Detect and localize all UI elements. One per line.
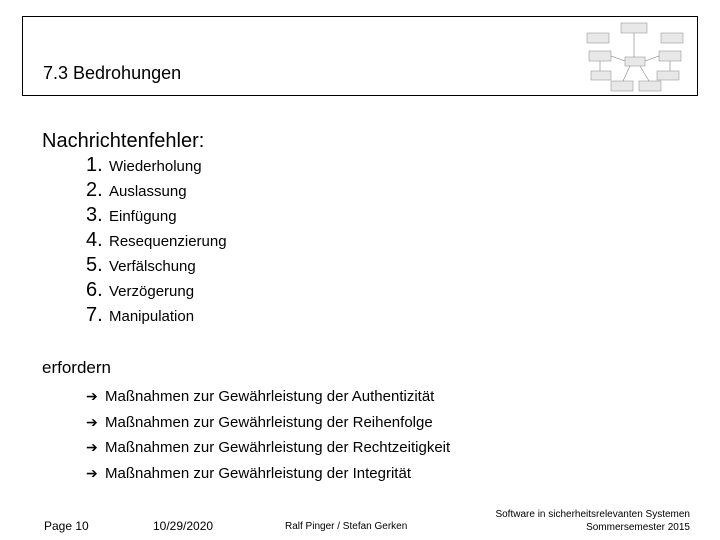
list-item: 4. Resequenzierung xyxy=(86,229,227,251)
slide-title: 7.3 Bedrohungen xyxy=(43,63,182,83)
message-error-list xyxy=(86,154,227,329)
list-item: 7. Manipulation xyxy=(86,304,195,326)
measures-list xyxy=(86,384,450,486)
arrow-icon: ➔ xyxy=(86,388,98,405)
arrow-icon: ➔ xyxy=(86,464,98,481)
requires-label: erfordern xyxy=(42,358,111,377)
arrow-icon: ➔ xyxy=(86,439,98,456)
footer-course-title: Software in sicherheitsrelevanten Systemen xyxy=(495,509,690,520)
footer-course xyxy=(495,508,690,534)
header-box xyxy=(22,16,698,96)
list-item: 6. Verzögerung xyxy=(86,279,195,301)
footer-semester: Sommersemester 2015 xyxy=(586,522,690,533)
list-item: 3. Einfügung xyxy=(86,204,177,226)
arrow-icon: ➔ xyxy=(86,413,98,430)
footer-authors: Ralf Pinger / Stefan Gerken xyxy=(285,521,408,532)
message-errors-heading: Nachrichtenfehler: xyxy=(42,130,205,152)
list-item: 1. Wiederholung xyxy=(86,154,202,176)
measure-item: ➔ Maßnahmen zur Gewährleistung der Integrität xyxy=(86,464,411,482)
model-diagram-thumbnail xyxy=(585,21,693,93)
list-item: 2. Auslassung xyxy=(86,179,187,201)
measure-item: ➔ Maßnahmen zur Gewährleistung der Authentizität xyxy=(86,388,435,406)
footer-page-number: Page 10 xyxy=(44,519,89,533)
list-item: 5. Verfälschung xyxy=(86,254,196,276)
measure-item: ➔ Maßnahmen zur Gewährleistung der Rechtzeitigkeit xyxy=(86,439,451,457)
footer-date: 10/29/2020 xyxy=(153,519,214,533)
measure-item: ➔ Maßnahmen zur Gewährleistung der Reihenfolge xyxy=(86,413,433,431)
